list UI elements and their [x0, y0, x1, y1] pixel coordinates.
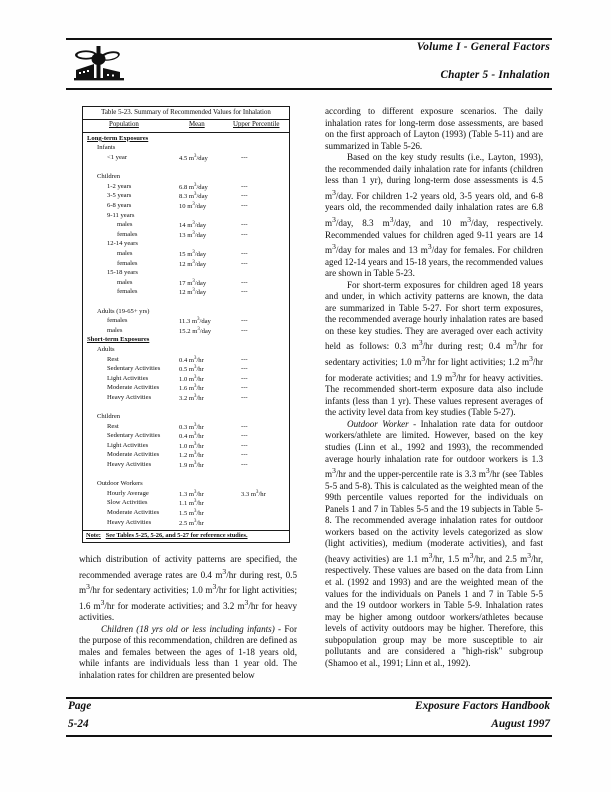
table-row: [83, 395, 289, 405]
footer-handbook-title: Exposure Factors Handbook: [415, 700, 550, 712]
table-row-label: Short-term Exposures: [87, 336, 150, 344]
table-row-label: Sedentary Activities: [107, 365, 161, 373]
footer-rule-bottom: [66, 735, 552, 737]
table-cell-upper-percentile: ---: [241, 154, 248, 162]
table-cell-upper-percentile: ---: [241, 317, 248, 325]
table-row-label: Infants: [97, 144, 116, 152]
table-row: [83, 289, 289, 299]
superscript: 3: [86, 582, 90, 592]
table-cell-upper-percentile: ---: [241, 288, 248, 296]
superscript: 3: [192, 202, 195, 208]
superscript: 3: [192, 230, 195, 236]
header-rule-top: [66, 38, 552, 40]
table-row-label: 12-14 years: [107, 240, 138, 248]
table-note: [83, 530, 289, 542]
table-row-label: Hourly Average: [107, 489, 149, 497]
table-cell-mean: 1.0 $m^3/hr$: [179, 441, 204, 451]
superscript: 3: [512, 338, 517, 348]
italic-term: Children (18 yrs old or less including infants): [101, 623, 275, 634]
table-row-label: <1 year: [107, 154, 128, 162]
table-row-label: Light Activities: [107, 441, 149, 449]
superscript: 3: [192, 221, 195, 227]
table-cell-mean: 8.3 $m^3$/day: [179, 192, 208, 201]
superscript: 3: [194, 355, 197, 361]
table-row-label: females: [117, 288, 138, 296]
superscript: 3: [100, 597, 105, 607]
table-cell-upper-percentile: ---: [241, 192, 248, 200]
table-cell-mean: 17 $m^3$/day: [179, 278, 207, 287]
superscript: 3: [194, 509, 197, 515]
table-cell-upper-percentile: ---: [241, 355, 248, 363]
footer-page-number: 5-24: [68, 718, 89, 731]
table-row-label: Adults (19-65+ yrs): [97, 307, 150, 315]
superscript: 3: [244, 597, 249, 607]
table-note-text: See Tables 5-25, 5-26, and 5-27 for reference studies.: [105, 532, 248, 540]
header-volume-title: Volume I - General Factors: [416, 41, 550, 53]
table-row-label: 3-5 years: [107, 192, 132, 200]
paragraph: according to different exposure scenarios. The daily inhalation rates for long-term dose assessments, are based on the first approach of Layton (1993) (Table 5-11) and are summarized in Table 5-26.: [325, 106, 543, 151]
footer-right: [415, 701, 550, 731]
superscript: 3: [192, 250, 195, 256]
superscript: 3: [194, 365, 197, 371]
paragraph: Outdoor Worker - Inhalation rate data for outdoor workers/athlete are limited. However, based on the key studies (Linn et al., 1992 and 1993), the recommended average hourly inhalation rate for outdoor workers is 1.3 $m^3/hr$ and the upper-percentile rate is 3.3 $m^3/hr$ (see Tables 5-5 and 5-8). This is calculated as the weighted mean of the 99th percentile values reported for the individuals on Panels 1 and 7 in Tables 5-5 and the 19 subjects in Table 5-8. The recommended average inhalation rates for outdoor workers based on the activity levels categorized as slow (light activities), medium (moderate activities), and fast (heavy activities) are 1.1 $m^3/hr$, 1.5 $m^3/hr$, and 2.5 $m^3/hr$, respectively. These values are based on the data from Linn et al. (1992 and 1993) and are the weighted mean of the values for the individuals on Panels 1 and 7 in Table 5-5 and the 19 outdoor workers in Table 5-9. Inhalation rates may be higher among outdoor workers/athletes because levels of activity outdoors may be higher. Therefore, this subpopulation group may be more susceptible to air pollutants and are considered a "high-risk" subgroup (Shamoo et al., 1991; Linn et al., 1992).: [325, 418, 544, 668]
superscript: 3: [197, 317, 200, 323]
table-cell-upper-percentile: ---: [241, 374, 248, 382]
table-row-label: Moderate Activities: [107, 451, 160, 459]
superscript: 3: [212, 582, 217, 592]
page-header: [66, 38, 552, 90]
table-cell-mean: 10 $m^3$/day: [179, 202, 207, 211]
table-cell-upper-percentile: ---: [241, 422, 248, 430]
table-cell-upper-percentile: ---: [241, 250, 248, 258]
table-body: [83, 133, 289, 530]
superscript: 3: [194, 154, 197, 160]
table-row-label: Children: [97, 413, 121, 421]
header-rule-bottom: [66, 88, 552, 90]
superscript: 3: [194, 374, 197, 380]
table-cell-mean: 11.3 $m^3$/day: [179, 317, 211, 326]
table-row-label: Heavy Activities: [107, 393, 152, 401]
table-5-23: [82, 106, 290, 543]
footer-rule-top: [66, 697, 552, 699]
factory-smokestack-logo: [72, 44, 126, 84]
table-cell-mean: 1.5 $m^3/hr$: [179, 509, 204, 518]
table-cell-mean: 0.4 $m^3/hr$: [179, 432, 204, 441]
superscript: 3: [194, 182, 197, 188]
superscript: 3: [194, 441, 197, 447]
table-cell-upper-percentile: ---: [241, 451, 248, 459]
superscript: 3: [197, 326, 200, 332]
table-row-label: Outdoor Workers: [97, 480, 143, 488]
table-row-label: males: [107, 326, 123, 334]
paragraph: Based on the key study results (i.e., Layton, 1993), the recommended daily inhalation rate for infants (children less than 1 yr), during long-term dose assessments is 4.5 $m^3$/day. For children 1-2 years old, 3-5 years old, and 6-8 years old, the recommended daily inhalation rates are 6.8 $m^3$/day, 8.3 $m^3$/day, and 10 $m^3$/day, respectively. Recommended values for children aged 9-11 years are 14 $m^3$/day for males and 13 $m^3$/day for females. For children aged 12-14 years and 15-18 years, the recommended values are shown in Table 5-23.: [325, 152, 543, 279]
superscript: 3: [332, 187, 336, 197]
superscript: 3: [194, 192, 197, 198]
table-row-label: females: [107, 317, 128, 325]
table-cell-mean: 15.2 $m^3$/day: [179, 326, 212, 335]
table-row-label: Heavy Activities: [107, 518, 152, 526]
column-header-population: Population: [109, 121, 139, 129]
table-row: [83, 520, 289, 530]
table-row-label: females: [117, 230, 138, 238]
superscript: 3: [452, 369, 456, 379]
paragraph: which distribution of activity patterns are specified, the recommended average rates are 0.4 $m^3/hr$ during rest, 0.5 $m^3/hr$ for sedentary activities; 1.0 $m^3/hr$ for light activities; 1.6 $m^3/hr$ for moderate activities; and 3.2 $m^3/hr$ for heavy activities.: [79, 554, 297, 623]
superscript: 3: [194, 451, 197, 457]
table-row-label: Rest: [107, 422, 119, 430]
table-cell-mean: 2.5 $m^3/hr$: [179, 518, 204, 527]
table-row: [83, 280, 289, 290]
table-cell-upper-percentile: ---: [241, 365, 248, 373]
table-row-label: males: [117, 278, 133, 286]
header-titles: [417, 42, 550, 82]
table-cell-mean: 1.2 $m^3/hr$: [179, 451, 204, 460]
superscript: 3: [428, 550, 433, 560]
table-row: [83, 241, 289, 251]
table-cell-upper-percentile: ---: [241, 384, 248, 392]
table-row-label: 1-2 years: [107, 182, 132, 190]
superscript: 3: [194, 489, 197, 495]
table-cell-mean: 1.9 $m^3/hr$: [179, 461, 204, 470]
paragraph: For short-term exposures for children aged 18 years and under, in which activity patterns are known, the data are summarized in Table 5-27. For short term exposures, the recommended average hourly inhalation rates are based on these key studies. They are averaged over each activity held as follows: 0.3 $m^3/hr$ during rest; 0.4 $m^3/hr$ for sedentary activities; 1.0 $m^3/hr$ for light activities; 1.2 $m^3/hr$ for moderate activities; and 1.9 $m^3/hr$ for heavy activities. The recommended short-term exposure data also include infants (less than 1 yr). These values represent averages of the activity level data from key studies (Table 5-27).: [325, 279, 543, 418]
table-cell-mean: 12 $m^3$/day: [179, 288, 207, 297]
table-cell-upper-percentile: ---: [241, 221, 248, 229]
superscript: 3: [194, 384, 197, 390]
superscript: 3: [194, 499, 197, 505]
table-cell-upper-percentile: ---: [241, 230, 248, 238]
superscript: 3: [332, 214, 336, 224]
body-text-right-column: [325, 106, 543, 669]
table-title: Table 5-23. Summary of Recommended Values for Inhalation: [83, 107, 289, 120]
superscript: 3: [194, 393, 197, 399]
table-cell-mean: 1.1 $m^3/hr$: [179, 499, 204, 508]
superscript: 3: [194, 461, 197, 467]
table-row: [83, 462, 289, 472]
table-cell-upper-percentile: ---: [241, 326, 248, 334]
table-cell-mean: 13 $m^3$/day: [179, 230, 207, 240]
table-row-label: Children: [97, 173, 121, 181]
table-row-label: Adults: [97, 345, 115, 353]
superscript: 3: [485, 466, 490, 476]
superscript: 3: [194, 432, 197, 438]
table-row-label: 9-11 years: [107, 211, 135, 219]
superscript: 3: [469, 550, 474, 560]
footer-left: [68, 701, 91, 731]
footer-page-label: Page: [68, 700, 92, 712]
page-footer: [66, 697, 552, 737]
table-cell-mean: 12 $m^3$/day: [179, 259, 207, 268]
table-cell-upper-percentile: ---: [241, 393, 248, 401]
superscript: 3: [256, 489, 259, 495]
table-cell-upper-percentile: ---: [241, 202, 248, 210]
table-row-label: Heavy Activities: [107, 461, 152, 469]
superscript: 3: [427, 242, 432, 252]
superscript: 3: [421, 354, 426, 364]
table-row-label: males: [117, 250, 133, 258]
table-cell-mean: 6.8 $m^3$/day: [179, 182, 208, 192]
table-cell-mean: 1.0 $m^3/hr$: [179, 374, 204, 383]
table-note-label: Note:: [86, 532, 101, 540]
table-row: [83, 213, 289, 223]
table-cell-mean: 1.3 $m^3/hr$: [179, 489, 204, 499]
table-row-label: Light Activities: [107, 374, 149, 382]
table-cell-upper-percentile: ---: [241, 461, 248, 469]
table-row-label: Moderate Activities: [107, 384, 160, 392]
table-row-label: males: [117, 221, 133, 229]
superscript: 3: [529, 354, 533, 364]
table-row-label: Moderate Activities: [107, 509, 160, 517]
superscript: 3: [389, 214, 394, 224]
superscript: 3: [418, 338, 423, 348]
table-row-label: Sedentary Activities: [107, 432, 161, 440]
header-chapter-title: Chapter 5 - Inhalation: [440, 69, 550, 82]
table-cell-mean: 3.2 $m^3/hr$: [179, 393, 204, 403]
superscript: 3: [192, 259, 195, 265]
table-cell-upper-percentile: ---: [241, 182, 248, 190]
table-cell-mean: 1.6 $m^3/hr$: [179, 384, 204, 393]
table-row-label: Rest: [107, 355, 119, 363]
superscript: 3: [194, 422, 197, 428]
superscript: 3: [527, 550, 531, 560]
table-cell-upper-percentile: ---: [241, 278, 248, 286]
table-row-label: females: [117, 259, 138, 267]
superscript: 3: [192, 278, 195, 284]
column-header-upper-percentile: Upper Percentile: [233, 121, 280, 129]
superscript: 3: [332, 242, 336, 252]
table-row-label: 15-18 years: [107, 269, 138, 277]
body-text-bottom-left: [79, 554, 297, 682]
table-row: [83, 222, 289, 232]
table-cell-upper-percentile: ---: [241, 432, 248, 440]
table-cell-upper-percentile: ---: [241, 259, 248, 267]
table-row-label: Long-term Exposures: [87, 134, 149, 142]
table-column-headers: [83, 120, 289, 133]
table-row: [83, 155, 289, 165]
table-cell-mean: 0.3 $m^3/hr$: [179, 422, 204, 431]
table-row: [83, 251, 289, 261]
table-cell-upper-percentile: ---: [241, 441, 248, 449]
table-cell-upper-percentile: 3.3 $m^3/hr$: [241, 489, 266, 499]
table-cell-mean: 15 $m^3$/day: [179, 250, 207, 259]
superscript: 3: [192, 288, 195, 294]
table-cell-mean: 0.5 $m^3/hr$: [179, 365, 204, 374]
table-row-label: 6-8 years: [107, 202, 132, 210]
paragraph: Children (18 yrs old or less including infants) - For the purpose of this recommendation, children are defined as males and females between the ages of 1-18 years old, while infants are individuals less than 1 year old. The inhalation rates for children are presented below: [79, 623, 297, 681]
table-cell-mean: 0.4 $m^3/hr$: [179, 355, 204, 364]
superscript: 3: [332, 466, 336, 476]
column-header-mean: Mean: [189, 121, 205, 129]
table-cell-mean: 4.5 $m^3$/day: [179, 154, 208, 163]
table-cell-mean: 14 $m^3$/day: [179, 221, 207, 230]
footer-date: August 1997: [491, 718, 550, 731]
italic-term: Outdoor Worker: [347, 418, 409, 429]
superscript: 3: [222, 566, 227, 576]
table-row-label: Slow Activities: [107, 499, 148, 507]
superscript: 3: [467, 214, 472, 224]
superscript: 3: [194, 518, 197, 524]
table-row: [83, 270, 289, 280]
